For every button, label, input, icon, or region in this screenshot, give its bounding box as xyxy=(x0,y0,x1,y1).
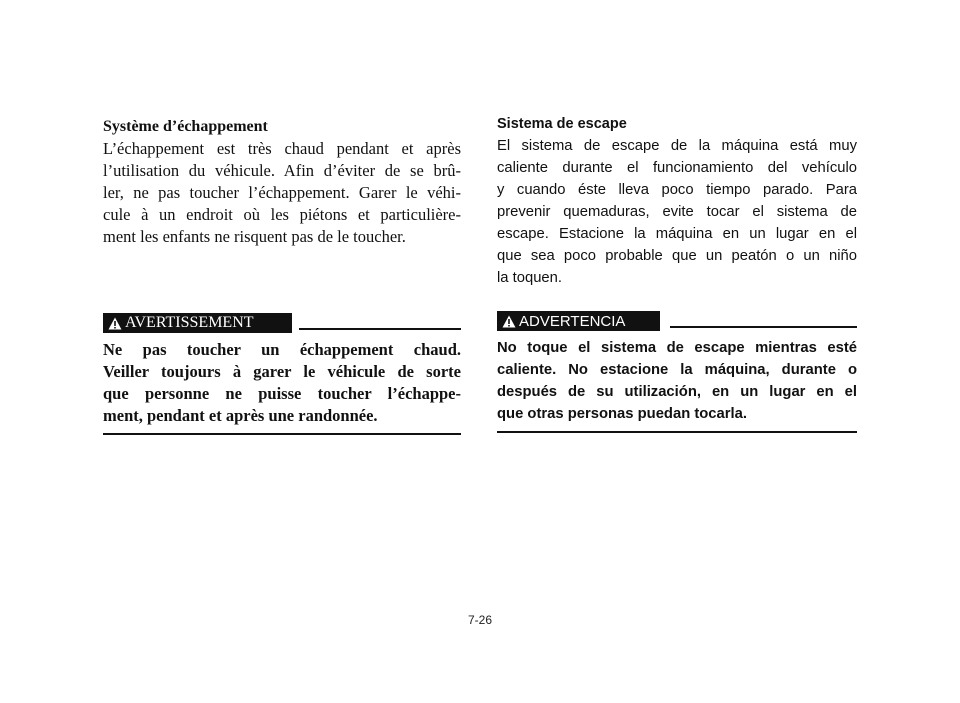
french-warning-bottom-rule xyxy=(103,433,461,435)
spanish-body-line: la toquen. xyxy=(497,270,562,286)
spanish-warning-line: que otras personas puedan tocarla. xyxy=(497,406,747,422)
spanish-body-line: que sea poco probable que un peatón o un niño xyxy=(497,248,857,264)
spanish-body-line: prevenir quemaduras, evite tocar el sistema de xyxy=(497,204,857,220)
french-warning-line: ment, pendant et après une randonnée. xyxy=(103,406,378,425)
french-warning-rule xyxy=(299,328,461,330)
french-body-line: ler, ne pas toucher l’échappement. Garer le véhi- xyxy=(103,183,461,202)
spanish-warning-line: No toque el sistema de escape mientras esté xyxy=(497,340,857,356)
spanish-body-line: caliente durante el funcionamiento del vehículo xyxy=(497,160,857,176)
spanish-warning-rule xyxy=(670,326,857,328)
spanish-warning-text xyxy=(497,337,857,425)
french-section xyxy=(103,116,461,248)
french-body-line: L’échappement est très chaud pendant et après xyxy=(103,139,461,158)
french-body-line: cule à un endroit où les piétons et particulière- xyxy=(103,205,461,224)
warning-triangle-icon xyxy=(502,315,516,328)
french-warning-header xyxy=(103,313,461,335)
french-heading: Système d’échappement xyxy=(103,118,268,135)
page-number: 7-26 xyxy=(467,613,493,627)
french-body xyxy=(103,138,461,248)
french-warning-line: Ne pas toucher un échappement chaud. xyxy=(103,340,461,359)
french-body-line: l’utilisation du véhicule. Afin d’éviter de se brû- xyxy=(103,161,461,180)
french-warning-line: Veiller toujours à garer le véhicule de sorte xyxy=(103,362,461,381)
french-warning-label: AVERTISSEMENT xyxy=(125,314,254,331)
spanish-warning-line: después de su utilización, en un lugar en el xyxy=(497,384,857,400)
warning-triangle-icon xyxy=(108,317,122,330)
spanish-body-line: escape. Estacione la máquina en un lugar en el xyxy=(497,226,857,242)
french-warning-box xyxy=(103,313,461,435)
spanish-warning-line: caliente. No estacione la máquina, durante o xyxy=(497,362,857,378)
french-warning-text xyxy=(103,339,461,427)
spanish-body xyxy=(497,135,857,289)
french-warning-badge xyxy=(103,313,292,333)
spanish-warning-badge xyxy=(497,311,660,331)
french-body-line: ment les enfants ne risquent pas de le toucher. xyxy=(103,227,406,246)
spanish-body-line: y cuando éste lleva poco tiempo parado. Para xyxy=(497,182,857,198)
spanish-warning-box xyxy=(497,311,857,433)
spanish-heading: Sistema de escape xyxy=(497,116,627,132)
spanish-section xyxy=(497,113,857,289)
spanish-warning-bottom-rule xyxy=(497,431,857,433)
french-warning-line: que personne ne puisse toucher l’échappe- xyxy=(103,384,461,403)
spanish-warning-label: ADVERTENCIA xyxy=(519,312,626,330)
spanish-body-line: El sistema de escape de la máquina está muy xyxy=(497,138,857,154)
spanish-warning-header xyxy=(497,311,857,333)
